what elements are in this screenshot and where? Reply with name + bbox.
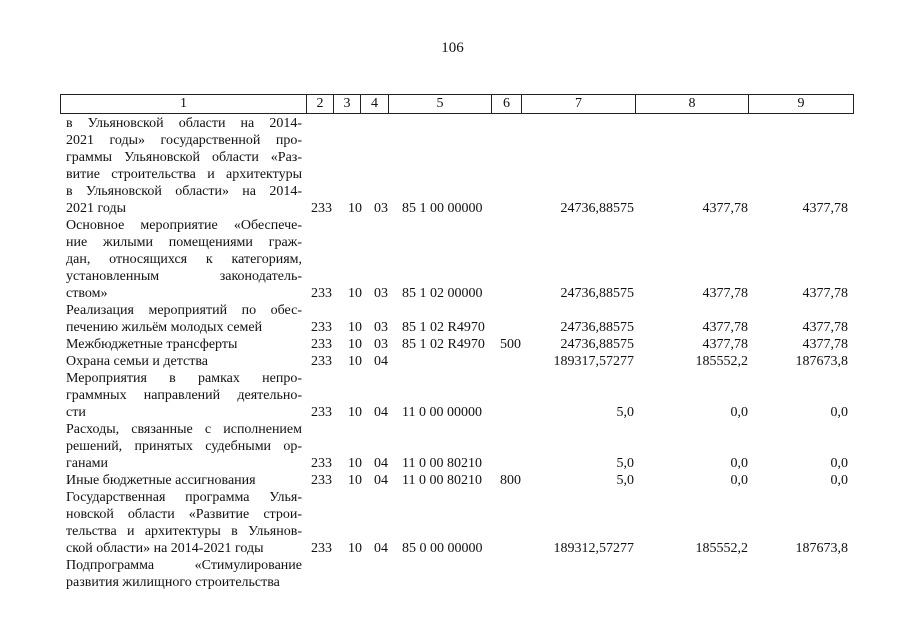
cell-c4: 04	[374, 354, 388, 369]
row-name-line: решений, принятых судебными ор-	[66, 439, 302, 454]
cell-c3: 10	[348, 473, 362, 488]
row-name-line: Основное мероприятие «Обеспече-	[66, 218, 302, 233]
cell-c2: 233	[311, 320, 332, 335]
cell-c9: 4377,78	[802, 337, 848, 352]
cell-c5: 11 0 00 80210	[402, 473, 482, 488]
cell-c9: 0,0	[830, 405, 848, 420]
cell-c4: 04	[374, 405, 388, 420]
header-cell-5: 5	[389, 95, 492, 114]
row-name-line: витие строительства и архитектуры	[66, 167, 302, 182]
cell-c4: 03	[374, 286, 388, 301]
cell-c7: 189317,57277	[553, 354, 634, 369]
cell-c9: 4377,78	[802, 201, 848, 216]
table-row	[0, 115, 905, 217]
cell-c5: 85 1 00 00000	[402, 201, 483, 216]
cell-c4: 04	[374, 541, 388, 556]
row-name-line: новской области «Развитие строи-	[66, 507, 302, 522]
cell-c2: 233	[311, 405, 332, 420]
table-row	[0, 302, 905, 336]
row-name-line: печению жильём молодых семей	[66, 320, 263, 335]
row-name-line: Расходы, связанные с исполнением	[66, 422, 302, 437]
cell-c8: 4377,78	[702, 320, 748, 335]
cell-c2: 233	[311, 541, 332, 556]
cell-c2: 233	[311, 354, 332, 369]
cell-c8: 4377,78	[702, 286, 748, 301]
row-name-line: Мероприятия в рамках непро-	[66, 371, 302, 386]
cell-c2: 233	[311, 286, 332, 301]
cell-c2: 233	[311, 337, 332, 352]
cell-c9: 0,0	[830, 456, 848, 471]
row-name	[66, 217, 302, 302]
header-cell-7: 7	[522, 95, 636, 114]
row-name-line: Межбюджетные трансферты	[66, 337, 238, 352]
cell-c8: 4377,78	[702, 337, 748, 352]
table-row	[0, 472, 905, 489]
cell-c3: 10	[348, 286, 362, 301]
header-cell-9: 9	[749, 95, 854, 114]
cell-c4: 04	[374, 456, 388, 471]
cell-c4: 03	[374, 201, 388, 216]
cell-c5: 11 0 00 00000	[402, 405, 482, 420]
row-name	[66, 421, 302, 472]
cell-c5: 85 1 02 00000	[402, 286, 483, 301]
cell-c9: 187673,8	[795, 541, 848, 556]
cell-c5: 85 1 02 R4970	[402, 320, 485, 335]
row-name-line: установленным законодатель-	[66, 269, 302, 284]
row-name	[66, 557, 302, 591]
row-name	[66, 115, 302, 217]
row-name-line: 2021 годы	[66, 201, 127, 216]
row-name-line: Государственная программа Улья-	[66, 490, 302, 505]
cell-c3: 10	[348, 337, 362, 352]
cell-c7: 24736,88575	[560, 201, 634, 216]
cell-c8: 4377,78	[702, 201, 748, 216]
cell-c6: 500	[500, 337, 521, 352]
row-name-line: в Ульяновской области» на 2014-	[66, 184, 302, 199]
cell-c2: 233	[311, 456, 332, 471]
row-name	[66, 302, 302, 336]
row-name	[66, 370, 302, 421]
cell-c3: 10	[348, 456, 362, 471]
cell-c7: 24736,88575	[560, 337, 634, 352]
cell-c8: 0,0	[730, 473, 748, 488]
row-name-line: тельства и архитектуры в Ульянов-	[66, 524, 302, 539]
page-number: 106	[441, 40, 464, 56]
cell-c9: 4377,78	[802, 320, 848, 335]
row-name-line: Охрана семьи и детства	[66, 354, 208, 369]
header-cell-4: 4	[361, 95, 389, 114]
cell-c7: 24736,88575	[560, 286, 634, 301]
cell-c6: 800	[500, 473, 521, 488]
row-name-line: ством»	[66, 286, 108, 301]
cell-c9: 4377,78	[802, 286, 848, 301]
cell-c4: 04	[374, 473, 388, 488]
cell-c8: 185552,2	[695, 354, 748, 369]
table-row	[0, 217, 905, 302]
row-name-line: Подпрограмма «Стимулирование	[66, 558, 302, 573]
cell-c8: 0,0	[730, 405, 748, 420]
row-name-line: граммных направлений деятельно-	[66, 388, 302, 403]
cell-c7: 5,0	[616, 405, 634, 420]
cell-c3: 10	[348, 201, 362, 216]
table-header	[60, 94, 854, 114]
cell-c7: 24736,88575	[560, 320, 634, 335]
row-name-line: Реализация мероприятий по обес-	[66, 303, 302, 318]
cell-c5: 85 0 00 00000	[402, 541, 483, 556]
row-name	[66, 336, 302, 353]
header-cell-6: 6	[492, 95, 522, 114]
cell-c9: 0,0	[830, 473, 848, 488]
cell-c4: 03	[374, 337, 388, 352]
row-name	[66, 489, 302, 557]
cell-c3: 10	[348, 541, 362, 556]
cell-c5: 11 0 00 80210	[402, 456, 482, 471]
cell-c5: 85 1 02 R4970	[402, 337, 485, 352]
row-name-line: ганами	[66, 456, 109, 471]
cell-c3: 10	[348, 405, 362, 420]
row-name	[66, 472, 302, 489]
cell-c8: 185552,2	[695, 541, 748, 556]
header-cell-8: 8	[636, 95, 749, 114]
table-row	[0, 336, 905, 353]
cell-c9: 187673,8	[795, 354, 848, 369]
row-name-line: 2021 годы» государственной про-	[66, 133, 302, 148]
row-name-line: ние жилыми помещениями граж-	[66, 235, 302, 250]
table-row	[0, 370, 905, 421]
table-row	[0, 489, 905, 557]
cell-c8: 0,0	[730, 456, 748, 471]
row-name-line: граммы Ульяновской области «Раз-	[66, 150, 302, 165]
row-name-line: дан, относящихся к категориям,	[66, 252, 302, 267]
row-name	[66, 353, 302, 370]
row-name-line: развития жилищного строительства	[66, 575, 280, 590]
cell-c7: 5,0	[616, 456, 634, 471]
table-row	[0, 557, 905, 591]
cell-c2: 233	[311, 473, 332, 488]
cell-c3: 10	[348, 354, 362, 369]
table-row	[0, 421, 905, 472]
header-cell-2: 2	[307, 95, 334, 114]
cell-c3: 10	[348, 320, 362, 335]
cell-c2: 233	[311, 201, 332, 216]
table-row	[0, 353, 905, 370]
row-name-line: ской области» на 2014-2021 годы	[66, 541, 264, 556]
row-name-line: Иные бюджетные ассигнования	[66, 473, 256, 488]
cell-c7: 5,0	[616, 473, 634, 488]
cell-c7: 189312,57277	[553, 541, 634, 556]
row-name-line: в Ульяновской области на 2014-	[66, 116, 302, 131]
header-cell-1: 1	[61, 95, 307, 114]
cell-c4: 03	[374, 320, 388, 335]
row-name-line: сти	[66, 405, 86, 420]
header-cell-3: 3	[334, 95, 361, 114]
